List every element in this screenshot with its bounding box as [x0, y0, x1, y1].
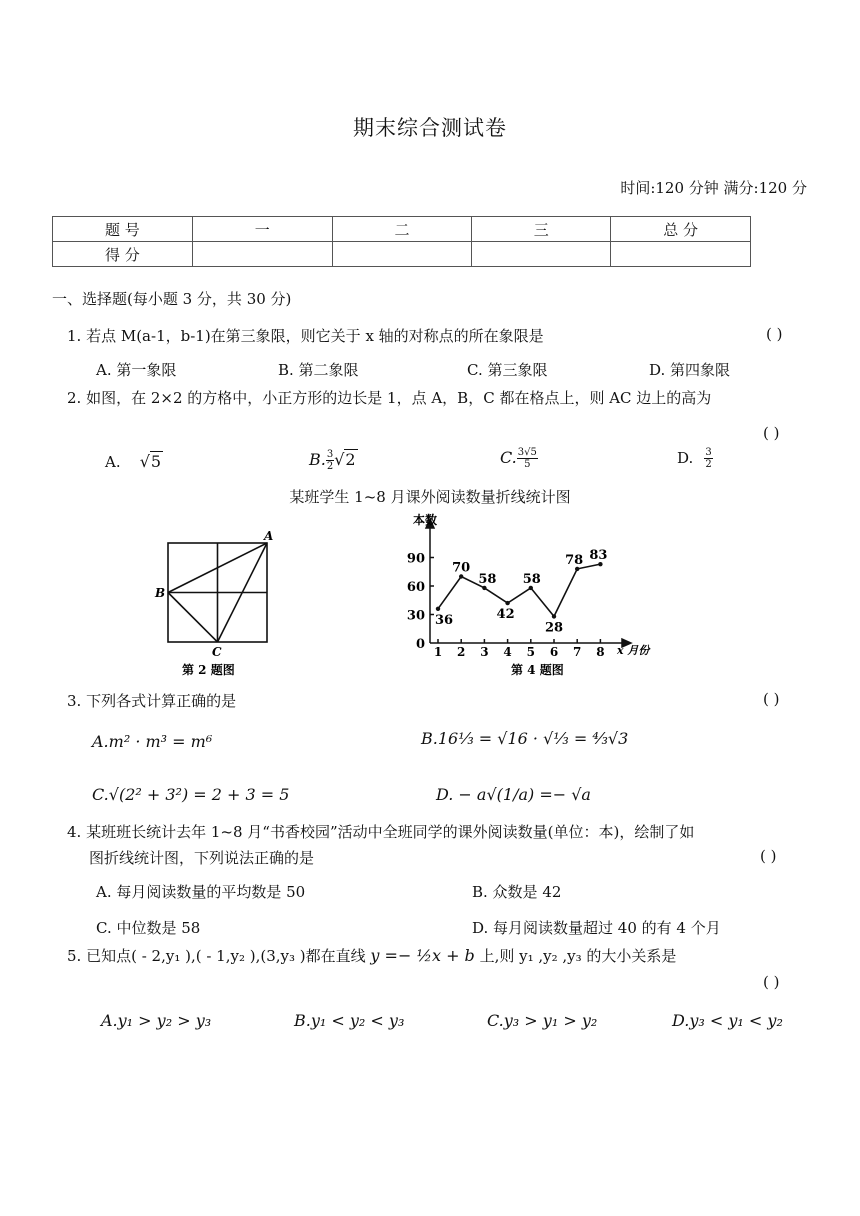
option-label: B. [421, 729, 438, 748]
x-axis-label: x 月份 [617, 644, 650, 657]
fraction-denominator: 5 [524, 459, 531, 470]
point-label-b: B [155, 586, 166, 600]
table-row [53, 217, 751, 242]
y-tick-label: 0 [415, 637, 425, 652]
table-row [53, 242, 751, 267]
q1-option-b[interactable]: B. 第二象限 [278, 361, 359, 379]
q1-option-c[interactable]: C. 第三象限 [467, 361, 548, 379]
x-tick-label: 3 [480, 645, 489, 659]
q2-option-b[interactable]: B. $\frac{3}{2}$ √2 [309, 449, 356, 472]
data-label: 58 [522, 571, 541, 587]
score-cell[interactable] [192, 242, 332, 267]
answer-paren[interactable]: ( ) [763, 973, 780, 991]
table-header-cell: 总 分 [611, 217, 751, 242]
data-label: 83 [589, 548, 608, 564]
table-row-label: 得 分 [53, 242, 193, 267]
time-info: 时间:120 分钟 满分:120 分 [620, 179, 807, 197]
point-label-a: A [264, 529, 274, 543]
section-heading: 一、选择题(每小题 3 分，共 30 分) [52, 290, 292, 308]
fraction-numerator: 3 [705, 447, 712, 458]
answer-paren[interactable]: ( ) [763, 690, 780, 708]
q2-option-a[interactable]: A. √5 [105, 452, 162, 471]
figure-2-grid [150, 527, 290, 682]
x-tick-label: 1 [433, 645, 443, 659]
q4-option-c[interactable]: C. 中位数是 58 [96, 919, 201, 937]
q3-option-d[interactable]: D. − a√(1/a) =− √a [436, 785, 591, 804]
table-header-cell: 二 [332, 217, 472, 242]
x-tick-label: 6 [549, 645, 559, 659]
q2-option-c[interactable] [500, 447, 538, 470]
answer-paren[interactable]: ( ) [763, 424, 780, 442]
data-label: 70 [452, 560, 471, 576]
x-tick-label: 4 [503, 645, 512, 659]
y-tick-label: 90 [406, 551, 425, 567]
answer-paren[interactable]: ( ) [766, 325, 783, 343]
q3-option-b[interactable] [421, 729, 628, 748]
y-tick-label: 60 [406, 580, 425, 595]
q5-option-d[interactable]: D.y₃ < y₁ < y₂ [672, 1011, 783, 1030]
question-5-stem [67, 945, 676, 966]
x-tick-label: 5 [526, 645, 535, 659]
page-title: 期末综合测试卷 [353, 116, 507, 140]
question-1-stem: 1. 若点 M(a-1，b-1)在第三象限，则它关于 x 轴的对称点的所在象限是 [67, 327, 544, 345]
figure-4-line-chart [405, 510, 665, 682]
y-tick-label: 30 [406, 608, 425, 624]
q5-option-c[interactable]: C.y₃ > y₁ > y₂ [487, 1011, 598, 1030]
data-label: 42 [496, 607, 515, 623]
fraction-denominator: 2 [326, 461, 334, 472]
q4-option-a[interactable]: A. 每月阅读数量的平均数是 50 [96, 883, 306, 901]
data-label: 28 [544, 620, 564, 636]
x-tick-label: 2 [457, 645, 466, 659]
q5-option-a[interactable]: A.y₁ > y₂ > y₃ [101, 1011, 212, 1030]
data-label: 58 [478, 571, 497, 587]
data-point [552, 614, 556, 618]
q2-option-d[interactable] [677, 447, 713, 470]
question-4-stem-line1: 4. 某班班长统计去年 1~8 月“书香校园”活动中全班同学的课外阅读数量(单位：本)，绘制了如 [67, 823, 695, 841]
fraction-numerator: 3√5 [517, 447, 537, 458]
x-tick-label: 8 [596, 645, 605, 659]
option-label: B. [309, 450, 326, 469]
q3-option-c[interactable]: C.√(2² + 3²) = 2 + 3 = 5 [92, 785, 290, 804]
fraction-denominator: 2 [705, 459, 712, 470]
q4-option-d[interactable]: D. 每月阅读数量超过 40 的有 4 个月 [472, 919, 721, 937]
q4-option-b[interactable]: B. 众数是 42 [472, 883, 562, 901]
q5-option-b[interactable]: B.y₁ < y₂ < y₃ [294, 1011, 405, 1030]
q5-stem-post: 上,则 y₁ ,y₂ ,y₃ 的大小关系是 [479, 947, 677, 965]
score-table [52, 216, 751, 267]
figure-4-caption: 第 4 题图 [511, 663, 564, 677]
answer-paren[interactable]: ( ) [760, 847, 777, 865]
q1-option-d[interactable]: D. 第四象限 [649, 361, 731, 379]
q5-stem-pre: 5. 已知点( - 2,y₁ ),( - 1,y₂ ),(3,y₃ )都在直线 [67, 947, 366, 965]
score-cell[interactable] [611, 242, 751, 267]
score-cell[interactable] [472, 242, 611, 267]
option-label: C. [500, 448, 517, 467]
question-2-stem: 2. 如图，在 2×2 的方格中，小正方形的边长是 1，点 A，B，C 都在格点上，则 AC 边上的高为 [67, 389, 712, 407]
radicand: 5 [150, 452, 162, 471]
question-3-stem: 3. 下列各式计算正确的是 [67, 692, 237, 710]
option-body: 16⅓ = √16 · √⅓ = ⁴⁄₃√3 [437, 729, 629, 748]
data-point [436, 607, 440, 611]
q5-line-equation: y =− ½x + b [370, 946, 475, 965]
y-axis-label: 本数 [413, 513, 438, 527]
score-cell[interactable] [332, 242, 472, 267]
x-tick-label: 7 [573, 645, 582, 659]
q1-option-a[interactable]: A. 第一象限 [96, 361, 177, 379]
table-header-cell: 题 号 [53, 217, 193, 242]
question-4-stem-line2: 图折线统计图，下列说法正确的是 [89, 849, 315, 867]
point-label-c: C [212, 645, 222, 659]
option-label: D. [677, 449, 694, 467]
data-point [505, 601, 509, 605]
data-label: 78 [565, 552, 584, 568]
fraction-numerator: 3 [326, 449, 334, 460]
option-label: A. [105, 453, 121, 471]
figure-2-caption: 第 2 题图 [182, 663, 235, 677]
data-label: 36 [434, 612, 454, 628]
q3-option-a[interactable]: A.m² · m³ = m⁶ [92, 732, 213, 751]
table-header-cell: 一 [192, 217, 332, 242]
chart-caption: 某班学生 1~8 月课外阅读数量折线统计图 [289, 488, 571, 506]
radicand: 2 [345, 450, 356, 469]
table-header-cell: 三 [472, 217, 611, 242]
